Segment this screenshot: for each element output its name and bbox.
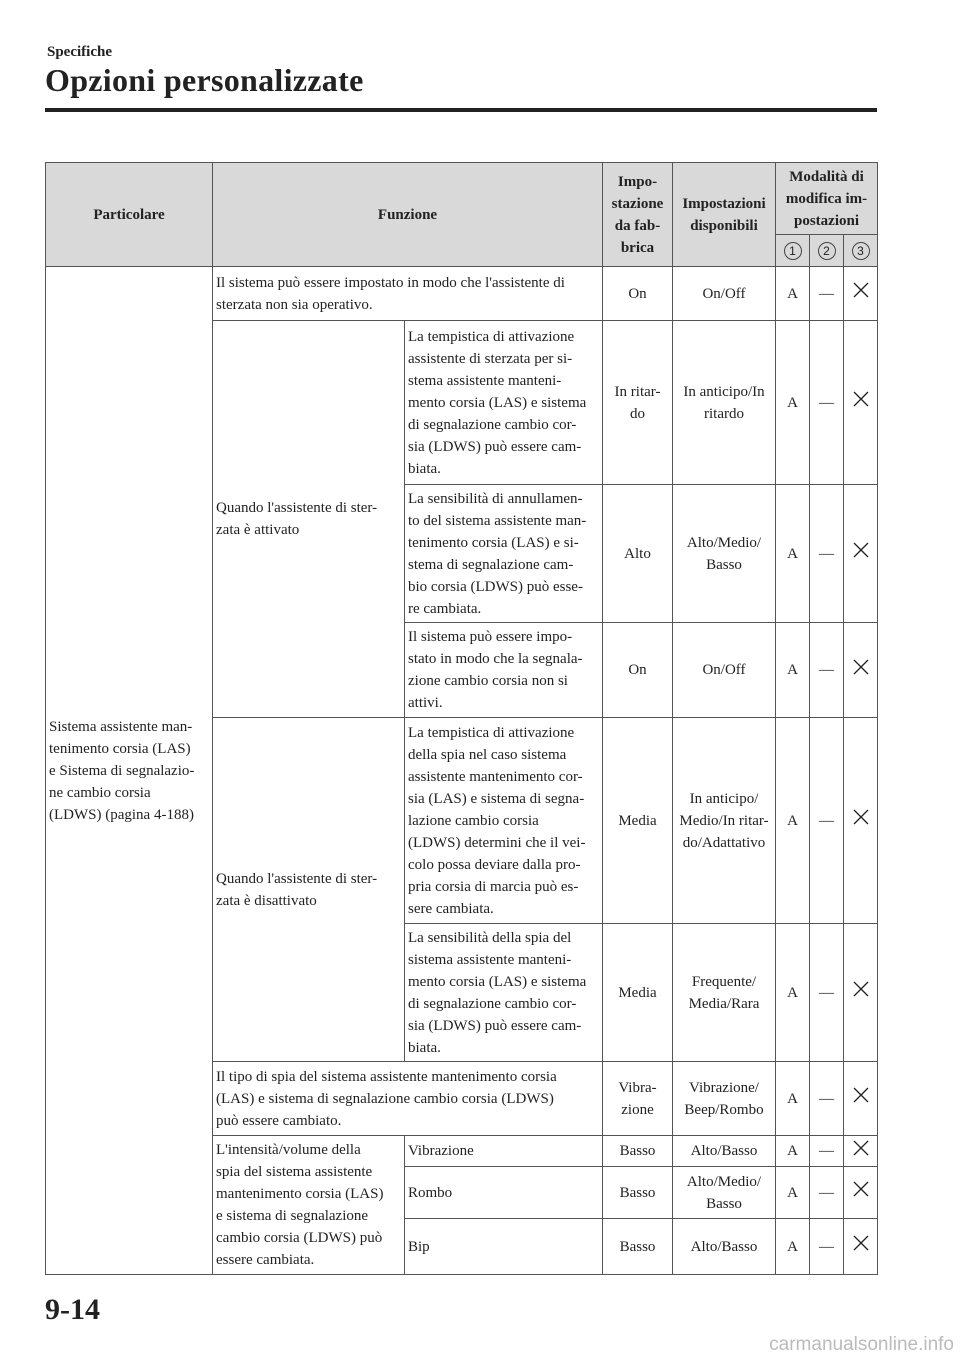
mode-2-cell: — <box>810 718 844 924</box>
mode-2-cell: — <box>810 1167 844 1219</box>
circled-number-2: 2 <box>818 242 836 260</box>
header-particolare: Particolare <box>46 163 213 267</box>
mode-1-cell: A <box>776 267 810 321</box>
cross-icon <box>852 980 870 998</box>
mode-2-cell: — <box>810 623 844 718</box>
section-label: Specifiche <box>47 44 112 60</box>
header-default-setting: Impo- stazione da fab- brica <box>603 163 673 267</box>
header-change-mode: Modalità di modifica im- postazioni <box>776 163 878 235</box>
mode-1-cell: A <box>776 1136 810 1167</box>
mode-2-cell: — <box>810 1136 844 1167</box>
page-number: 9-14 <box>45 1293 100 1326</box>
default-cell: Basso <box>603 1136 673 1167</box>
cross-icon <box>852 390 870 408</box>
default-cell: On <box>603 623 673 718</box>
mode-1-cell: A <box>776 485 810 623</box>
mode-2-cell: — <box>810 267 844 321</box>
available-cell: In anticipo/ Medio/In ritar- do/Adattativo <box>673 718 776 924</box>
table-row <box>46 267 878 321</box>
group-cell-intensity: L'intensità/volume della spia del sistema assistente mantenimento corsia (LAS) e sistema di segnalazione cambio corsia (LDWS) può essere cambiata. <box>213 1136 405 1275</box>
mode-3-cell <box>844 623 878 718</box>
circled-number-1: 1 <box>784 242 802 260</box>
default-cell: Vibra- zione <box>603 1062 673 1136</box>
available-cell: Alto/Medio/ Basso <box>673 1167 776 1219</box>
watermark: carmanualsonline.info <box>769 1334 954 1355</box>
function-cell: La sensibilità di annullamen- to del sistema assistente man- tenimento corsia (LAS) e si- stema di segnalazione cam- bio corsia (LDWS) può esse- re cambiata. <box>405 485 603 623</box>
function-cell: Il sistema può essere impostato in modo che l'assistente di sterzata non sia operativo. <box>213 267 603 321</box>
available-cell: Alto/Basso <box>673 1136 776 1167</box>
default-cell: In ritar- do <box>603 321 673 485</box>
function-cell: La tempistica di attivazione della spia nel caso sistema assistente mantenimento cor- sia (LAS) e sistema di segna- lazione cambio corsia (LDWS) determini che il vei- colo possa deviare dalla pro- pria corsia di marcia può es- sere cambiata. <box>405 718 603 924</box>
default-cell: Basso <box>603 1167 673 1219</box>
available-cell: Frequente/ Media/Rara <box>673 924 776 1062</box>
mode-1-cell: A <box>776 1062 810 1136</box>
cross-icon <box>852 1139 870 1157</box>
group-cell-steering-active: Quando l'assistente di ster- zata è attivato <box>213 321 405 718</box>
function-cell: Il tipo di spia del sistema assistente mantenimento corsia (LAS) e sistema di segnalazione cambio corsia (LDWS) può essere cambiato. <box>213 1062 603 1136</box>
mode-2-cell: — <box>810 924 844 1062</box>
mode-1-cell: A <box>776 321 810 485</box>
mode-1-cell: A <box>776 1219 810 1275</box>
page-title: Opzioni personalizzate <box>45 62 364 98</box>
mode-1-cell: A <box>776 718 810 924</box>
mode-3-cell <box>844 1136 878 1167</box>
cross-icon <box>852 1234 870 1252</box>
mode-3-cell <box>844 267 878 321</box>
mode-2-cell: — <box>810 1062 844 1136</box>
circled-number-3: 3 <box>852 242 870 260</box>
default-cell: Basso <box>603 1219 673 1275</box>
mode-2-cell: — <box>810 1219 844 1275</box>
cross-icon <box>852 1086 870 1104</box>
cross-icon <box>852 658 870 676</box>
function-cell: Bip <box>405 1219 603 1275</box>
available-cell: Alto/Medio/ Basso <box>673 485 776 623</box>
function-cell: Vibrazione <box>405 1136 603 1167</box>
default-cell: On <box>603 267 673 321</box>
mode-1-header <box>776 235 810 267</box>
mode-3-cell <box>844 1167 878 1219</box>
mode-2-header <box>810 235 844 267</box>
default-cell: Media <box>603 924 673 1062</box>
available-cell: On/Off <box>673 623 776 718</box>
mode-3-cell <box>844 718 878 924</box>
function-cell: La tempistica di attivazione assistente di sterzata per si- stema assistente manteni- mento corsia (LAS) e sistema di segnalazione cambio cor- sia (LDWS) può essere cam- biata. <box>405 321 603 485</box>
header-available-settings: Impostazioni disponibili <box>673 163 776 267</box>
cross-icon <box>852 541 870 559</box>
available-cell: In anticipo/In ritardo <box>673 321 776 485</box>
cross-icon <box>852 808 870 826</box>
title-divider <box>45 108 877 112</box>
customization-table <box>45 162 878 1275</box>
cross-icon <box>852 1180 870 1198</box>
mode-1-cell: A <box>776 1167 810 1219</box>
mode-3-cell <box>844 1062 878 1136</box>
mode-3-cell <box>844 321 878 485</box>
mode-3-cell <box>844 924 878 1062</box>
particolare-cell: Sistema assistente man- tenimento corsia (LAS) e Sistema di segnalazio- ne cambio corsia (LDWS) (pagina 4-188) <box>46 267 213 1275</box>
available-cell: Alto/Basso <box>673 1219 776 1275</box>
group-cell-steering-inactive: Quando l'assistente di ster- zata è disattivato <box>213 718 405 1062</box>
function-cell: Rombo <box>405 1167 603 1219</box>
function-cell: Il sistema può essere impo- stato in modo che la segnala- zione cambio corsia non si attivi. <box>405 623 603 718</box>
cross-icon <box>852 281 870 299</box>
mode-3-header <box>844 235 878 267</box>
mode-1-cell: A <box>776 924 810 1062</box>
mode-2-cell: — <box>810 321 844 485</box>
available-cell: On/Off <box>673 267 776 321</box>
default-cell: Alto <box>603 485 673 623</box>
function-cell: La sensibilità della spia del sistema assistente manteni- mento corsia (LAS) e sistema di segnalazione cambio cor- sia (LDWS) può essere cam- biata. <box>405 924 603 1062</box>
mode-1-cell: A <box>776 623 810 718</box>
mode-2-cell: — <box>810 485 844 623</box>
mode-3-cell <box>844 1219 878 1275</box>
header-funzione: Funzione <box>213 163 603 267</box>
mode-3-cell <box>844 485 878 623</box>
default-cell: Media <box>603 718 673 924</box>
available-cell: Vibrazione/ Beep/Rombo <box>673 1062 776 1136</box>
